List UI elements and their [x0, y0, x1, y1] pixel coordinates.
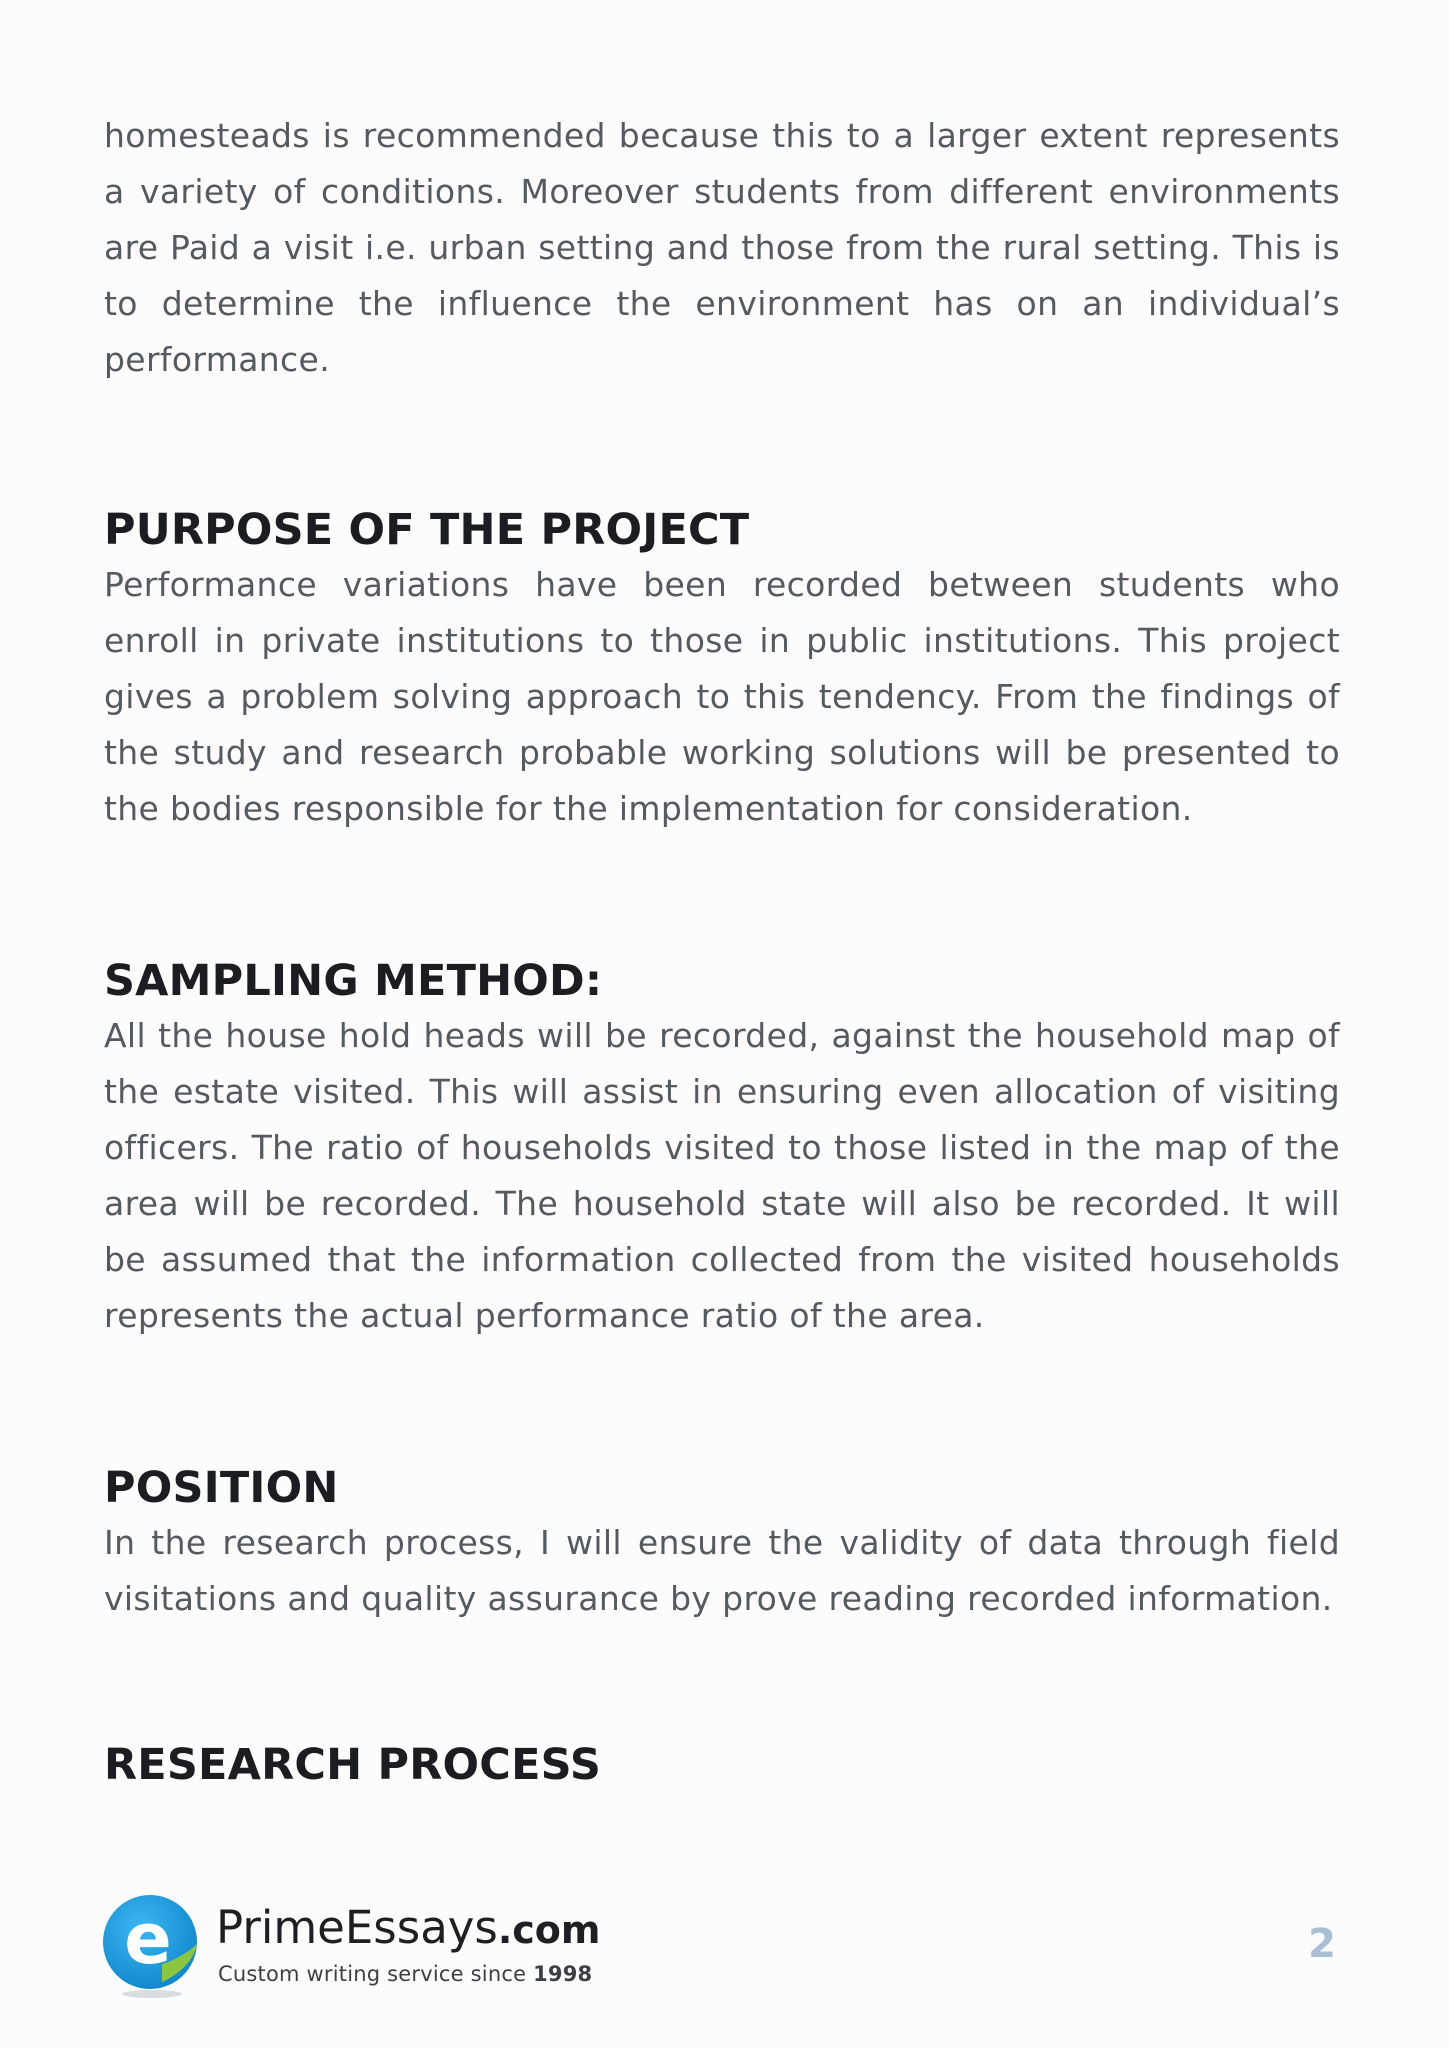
page-number: 2 [1308, 1921, 1336, 1967]
section-body-position: In the research process, I will ensure the validity of data through field visitations and quality assurance by prove reading recorded information. [104, 1523, 1340, 1618]
section-heading-position: POSITION [104, 1463, 339, 1513]
section-body-purpose: Performance variations have been recorded between students who enroll in private institutions to those in public institutions. This project gives a problem solving approach to this tendency. From the findings of the study and research probable working solutions will be presented to the bodies responsible for the implementation for consideration. [104, 565, 1340, 828]
brand-name-suffix: .com [497, 1908, 601, 1952]
page-footer [102, 1890, 1342, 2000]
section-body-sampling-method: All the house hold heads will be recorded, against the household map of the estate visited. This will assist in ensuring even allocation of visiting officers. The ratio of households visited to those listed in the map of the area will be recorded. The household state will also be recorded. It will be assumed that the information collected from the visited households represents the actual performance ratio of the area. [104, 1016, 1340, 1335]
logo-letter: e [124, 1898, 172, 1980]
prime-essays-logo-icon [102, 1890, 202, 2000]
section-heading-research-process: RESEARCH PROCESS [104, 1740, 602, 1790]
intro-paragraph: homesteads is recommended because this to a larger extent represents a variety of conditions. Moreover students from different environments are Paid a visit i.e. urban setting and those from the rural setting. This is to determine the influence the environment has on an individual’s performance. [104, 116, 1340, 379]
document-body [104, 108, 1340, 1792]
brand-tagline [218, 1960, 592, 1988]
brand-name [216, 1902, 601, 1956]
section-heading-purpose: PURPOSE OF THE PROJECT [104, 505, 750, 555]
section-heading-sampling-method: SAMPLING METHOD: [104, 956, 603, 1006]
tagline-text: Custom writing service since [218, 1962, 534, 1986]
tagline-year: 1998 [533, 1962, 593, 1986]
brand-name-main: PrimeEssays [216, 1901, 498, 1954]
